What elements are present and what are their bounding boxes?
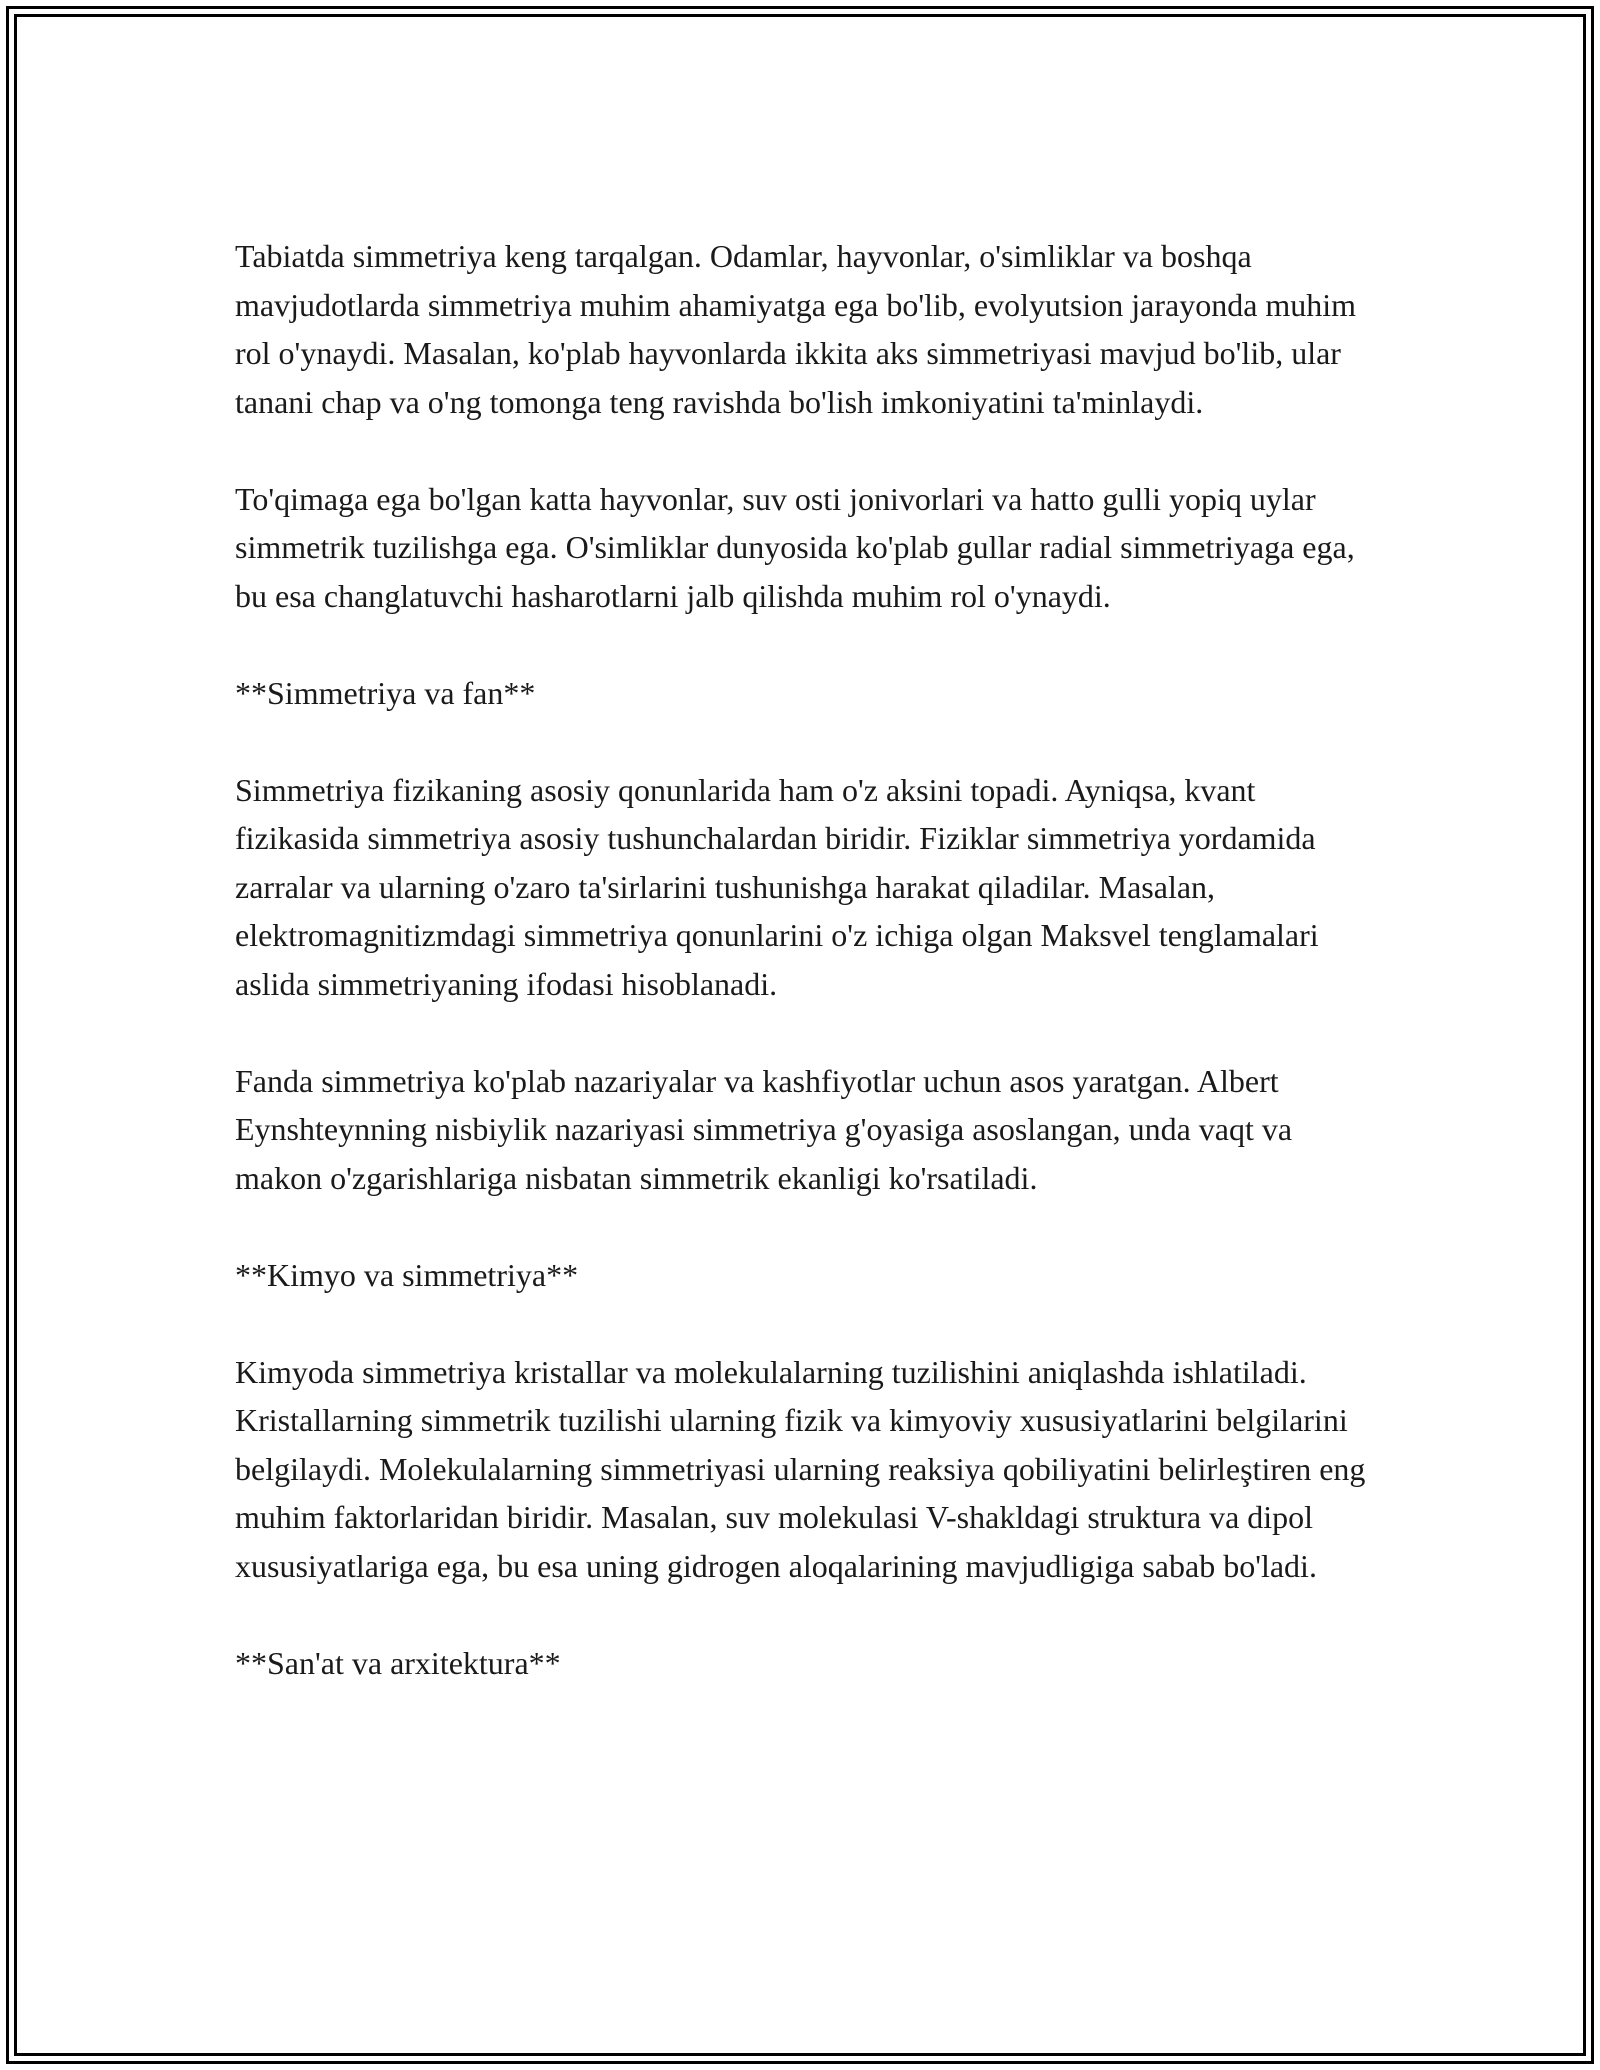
document-body (235, 232, 1385, 1736)
section-heading-science: **Simmetriya va fan** (235, 674, 536, 711)
paragraph-symmetry-physics: Simmetriya fizikaning asosiy qonunlarida ham o'z aksini topadi. Ayniqsa, kvant fizikasida simmetriya asosiy tushunchalardan biridir. Fiziklar simmetriya yordamida zarralar va ularning o'zaro ta'sirlarini tushunishga harakat qiladilar. Masalan, elektromagnitizmdagi simmetriya qonunlarini o'z ichiga olgan Maksvel tenglamalari aslida simmetriyaning ifodasi hisoblanadi. (235, 771, 1319, 1002)
paragraph-symmetry-chemistry: Kimyoda simmetriya kristallar va molekulalarning tuzilishini aniqlashda ishlatiladi. Kristallarning simmetrik tuzilishi ularning fizik va kimyoviy xususiyatlarini belgilarini belgilaydi. Molekulalarning simmetriyasi ularning reaksiya qobiliyatini belirleştiren eng muhim faktorlaridan biridir. Masalan, suv molekulasi V-shakldagi struktura va dipol xususiyatlariga ega, bu esa uning gidrogen aloqalarining mavjudligiga sabab bo'ladi. (235, 1353, 1366, 1584)
section-heading-chemistry: **Kimyo va simmetriya** (235, 1256, 579, 1293)
paragraph-symmetry-in-nature: Tabiatda simmetriya keng tarqalgan. Odamlar, hayvonlar, o'simliklar va boshqa mavjudotlarda simmetriya muhim ahamiyatga ega bo'lib, evolyutsion jarayonda muhim rol o'ynaydi. Masalan, ko'plab hayvonlarda ikkita aks simmetriyasi mavjud bo'lib, ular tanani chap va o'ng tomonga teng ravishda bo'lish imkoniyatini ta'minlaydi. (235, 238, 1357, 420)
paragraph-symmetric-structures: To'qimaga ega bo'lgan katta hayvonlar, suv osti jonivorlari va hatto gulli yopiq uylar simmetrik tuzilishga ega. O'simliklar dunyosida ko'plab gullar radial simmetriyaga ega, bu esa changlatuvchi hasharotlarni jalb qilishda muhim rol o'ynaydi. (235, 480, 1355, 614)
section-heading-art: **San'at va arxitektura** (235, 1644, 561, 1681)
paragraph-symmetry-theories: Fanda simmetriya ko'plab nazariyalar va kashfiyotlar uchun asos yaratgan. Albert Eynshteynning nisbiylik nazariyasi simmetriya g'oyasiga asoslangan, unda vaqt va makon o'zgarishlariga nisbatan simmetrik ekanligi ko'rsatiladi. (235, 1062, 1293, 1196)
